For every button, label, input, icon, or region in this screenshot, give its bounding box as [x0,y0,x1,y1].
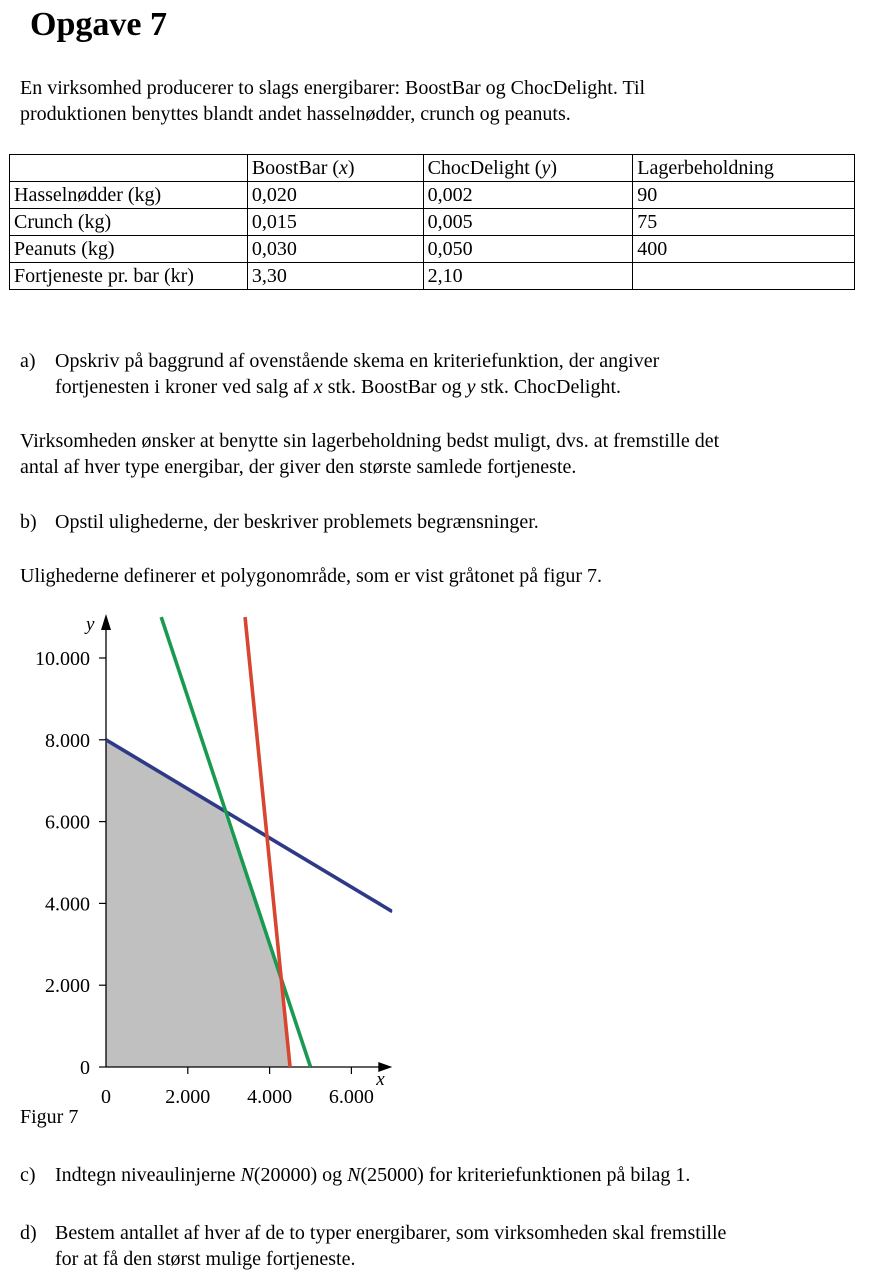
y-tick-label: 0 [80,1057,90,1079]
question-a-label: a) [20,350,36,372]
x-tick-label: 0 [101,1086,111,1108]
table-cell: 0,050 [423,236,633,263]
intro-line-1: En virksomhed producerer to slags energibarer: BoostBar og ChocDelight. Til [20,77,646,99]
y-tick-label: 2.000 [45,975,90,998]
table-cell: 2,10 [423,263,633,290]
y-tick-label: 8.000 [45,729,90,752]
table-row [10,263,855,290]
question-d [20,1220,880,1272]
intro-line-2: produktionen benyttes blandt andet hasselnødder, crunch og peanuts. [20,103,571,125]
intro-paragraph [20,75,645,127]
question-c-label: c) [20,1164,36,1186]
question-c [20,1162,880,1188]
ingredients-table [9,154,855,290]
figure-7-chart [0,600,420,1120]
question-b-text: Opstil ulighederne, der beskriver problemets begrænsninger. [55,511,539,533]
exercise-title: Opgave 7 [30,6,167,43]
table-row [10,209,855,236]
header-cell-lager: Lagerbeholdning [633,155,855,182]
table-cell: 0,005 [423,209,633,236]
x-tick-label: 4.000 [247,1086,293,1108]
middle-line-2: antal af hver type energibar, der giver den største samlede fortjeneste. [20,456,577,478]
y-tick-label: 4.000 [45,893,90,916]
middle-paragraph [20,428,719,480]
x-axis-label: x [376,1069,385,1090]
question-a-text: Opskriv på baggrund af ovenstående skema en kriteriefunktion, der angiver fortjenesten i kroner ved salg af x stk. BoostBar og y stk. ChocDelight. [55,350,660,398]
header-cell-chocdelight: ChocDelight (y) [423,155,633,182]
table-row [10,182,855,209]
x-tick-label: 6.000 [328,1086,374,1108]
question-b-label: b) [20,511,37,533]
table-cell: Peanuts (kg) [10,236,248,263]
polygon-paragraph: Ulighederne definerer et polygonområde, som er vist gråtonet på figur 7. [20,565,603,587]
question-a [20,348,880,400]
table-cell: 0,030 [247,236,423,263]
x-tick-label: 2.000 [165,1086,211,1108]
table-cell: 0,020 [247,182,423,209]
middle-line-1: Virksomheden ønsker at benytte sin lagerbeholdning bedst muligt, dvs. at fremstille det [20,430,720,452]
table-cell: Fortjeneste pr. bar (kr) [10,263,248,290]
y-axis-label: y [86,614,95,635]
table-cell [633,263,855,290]
table-cell: Crunch (kg) [10,209,248,236]
y-tick-label: 6.000 [45,811,90,834]
table-cell: 75 [633,209,855,236]
table-cell: 90 [633,182,855,209]
question-d-label: d) [20,1222,37,1244]
y-axis-arrow [101,614,111,630]
question-c-text: Indtegn niveaulinjerne N(20000) og N(25000) for kriteriefunktionen på bilag 1. [55,1164,691,1186]
table-cell: 400 [633,236,855,263]
table-row [10,236,855,263]
table-cell: Hasselnødder (kg) [10,182,248,209]
figure-caption: Figur 7 [20,1106,79,1128]
table-header-row [10,155,855,182]
table-cell: 3,30 [247,263,423,290]
table-cell: 0,015 [247,209,423,236]
table-cell: 0,002 [423,182,633,209]
question-b [20,509,880,535]
header-cell-empty [10,155,248,182]
question-d-text: Bestem antallet af hver af de to typer energibarer, som virksomheden skal fremstille for at få den størst mulige fortjeneste. [55,1222,727,1270]
header-cell-boostbar: BoostBar (x) [247,155,423,182]
y-tick-label: 10.000 [35,648,90,670]
